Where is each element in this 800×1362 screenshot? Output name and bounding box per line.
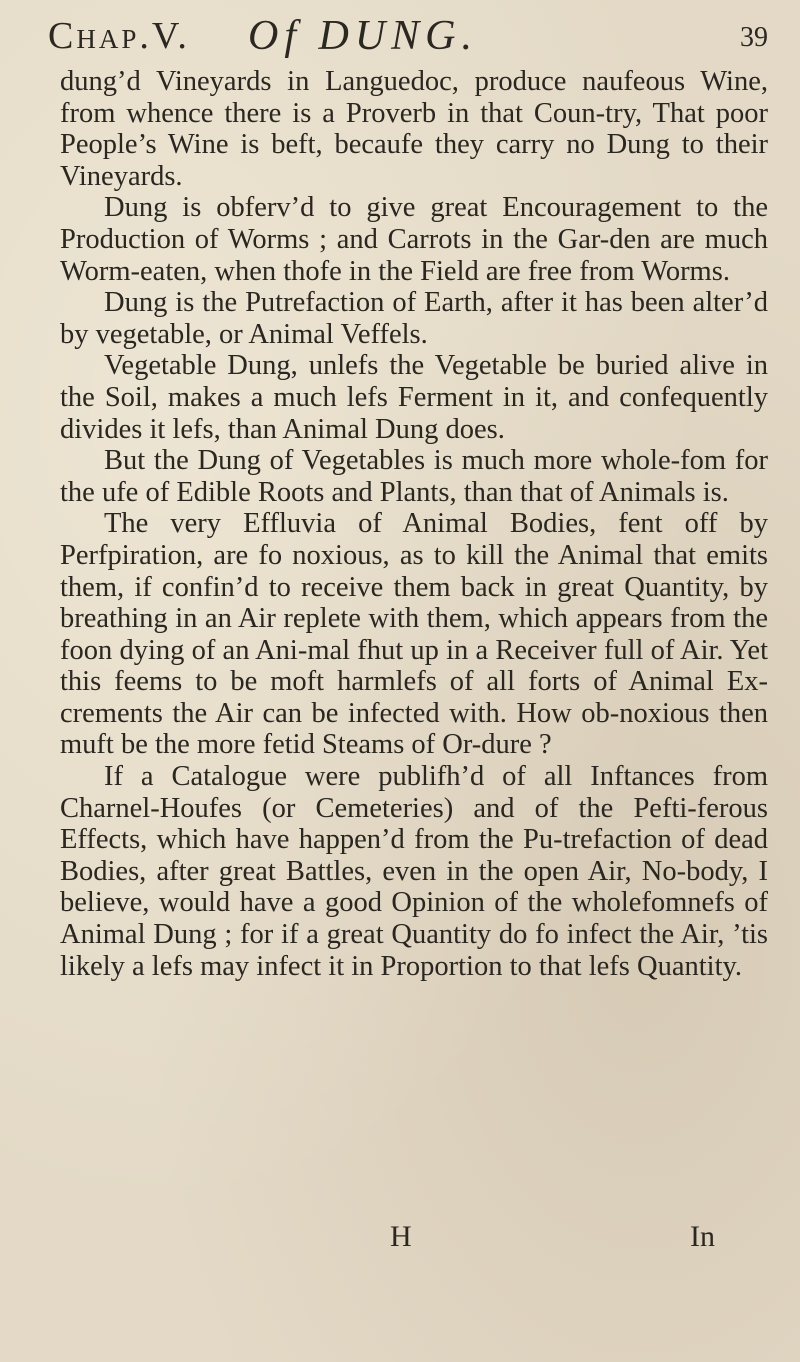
- paragraph: If a Catalogue were publifh’d of all Inftances from Charnel-Houfes (or Cemeteries) and of the Pefti-ferous Effects, which have happen’d from the Pu-trefaction of dead Bodies, after great Battles, even in the open Air, No-body, I believe, would have a good Opinion of the wholefomnefs of Animal Dung ; for if a great Quantity do fo infect the Air, ’tis likely a lefs may infect it in Proportion to that lefs Quantity.: [60, 761, 768, 982]
- paragraph: Vegetable Dung, unlefs the Vegetable be buried alive in the Soil, makes a much lefs Ferment in it, and confequently divides it lefs, than Animal Dung does.: [60, 350, 768, 445]
- running-header: [48, 10, 768, 62]
- body-text: [60, 66, 768, 982]
- running-title: Of DUNG.: [248, 13, 479, 59]
- catchword: In: [690, 1220, 715, 1253]
- signature-mark: H: [390, 1220, 412, 1253]
- paragraph: dung’d Vineyards in Languedoc, produce naufeous Wine, from whence there is a Proverb in that Coun-try, That poor People’s Wine is beft, becaufe they carry no Dung to their Vineyards.: [60, 66, 768, 192]
- paragraph: The very Effluvia of Animal Bodies, fent off by Perfpiration, are fo noxious, as to kill the Animal that emits them, if confin’d to receive them back in great Quantity, by breathing in an Air replete with them, which appears from the foon dying of an Ani-mal fhut up in a Receiver full of Air. Yet this feems to be moft harmlefs of all forts of Animal Ex-crements the Air can be infected with. How ob-noxious then muft be the more fetid Steams of Or-dure ?: [60, 508, 768, 761]
- paragraph: Dung is the Putrefaction of Earth, after it has been alter’d by vegetable, or Animal Veffels.: [60, 287, 768, 350]
- paragraph: Dung is obferv’d to give great Encouragement to the Production of Worms ; and Carrots in the Gar-den are much Worm-eaten, when thofe in the Field are free from Worms.: [60, 192, 768, 287]
- page-number: 39: [740, 22, 768, 53]
- chapter-heading: Chap.V.: [48, 15, 190, 57]
- page-footer: [0, 1220, 800, 1260]
- paragraph: But the Dung of Vegetables is much more whole-fom for the ufe of Edible Roots and Plants, than that of Animals is.: [60, 445, 768, 508]
